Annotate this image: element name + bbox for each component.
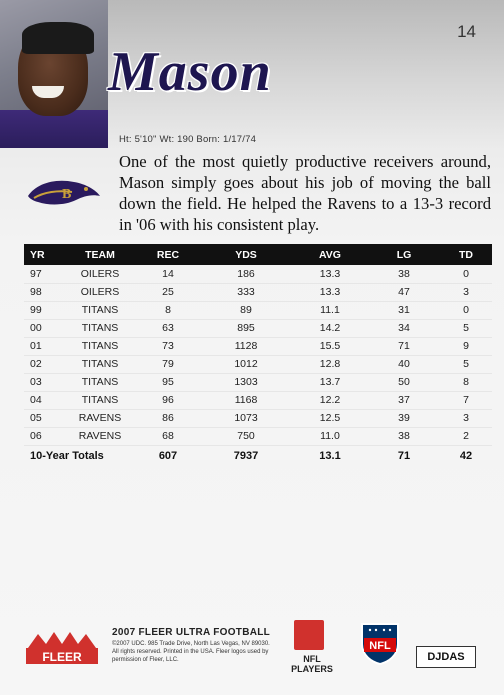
- cell-lg: 31: [368, 301, 440, 319]
- table-row: [24, 427, 492, 445]
- cell-avg: 11.0: [292, 427, 368, 445]
- table-row: [24, 355, 492, 373]
- cell-yr: 99: [24, 301, 64, 319]
- cell-td: 8: [440, 373, 492, 391]
- fleer-logo-icon: [24, 628, 100, 668]
- cell-team: TITANS: [64, 337, 136, 355]
- cell-team: OILERS: [64, 265, 136, 283]
- svg-text:B: B: [62, 187, 72, 202]
- cell-team: TITANS: [64, 391, 136, 409]
- table-row: [24, 337, 492, 355]
- cell-yds: 895: [200, 319, 292, 337]
- cell-lg: 50: [368, 373, 440, 391]
- table-row: [24, 391, 492, 409]
- header-yds: YDS: [235, 248, 257, 261]
- table-row: [24, 283, 492, 301]
- player-bio: Ht: 5'10" Wt: 190 Born: 1/17/74: [119, 134, 257, 145]
- cell-lg: 47: [368, 283, 440, 301]
- cell-yds: 1012: [200, 355, 292, 373]
- cell-yr: 98: [24, 283, 64, 301]
- table-row: [24, 319, 492, 337]
- cell-lg: 37: [368, 391, 440, 409]
- cell-td: 5: [440, 355, 492, 373]
- totals-td: 42: [440, 445, 492, 467]
- cell-td: 9: [440, 337, 492, 355]
- set-title: 2007 FLEER ULTRA FOOTBALL: [112, 627, 271, 638]
- cell-rec: 63: [136, 319, 200, 337]
- cell-avg: 13.7: [292, 373, 368, 391]
- stats-table: [24, 244, 492, 467]
- card-number: 14: [457, 22, 476, 41]
- cell-rec: 79: [136, 355, 200, 373]
- cell-avg: 15.5: [292, 337, 368, 355]
- cell-lg: 34: [368, 319, 440, 337]
- legal-text: ©2007 UDC. 985 Trade Drive, North Las Vegas, NV 89030. All rights reserved. Printed in the USA. Fleer logos used by permission of Fleer, LLC.: [112, 641, 270, 663]
- header-team: TEAM: [85, 248, 115, 261]
- cell-yr: 01: [24, 337, 64, 355]
- cell-lg: 38: [368, 265, 440, 283]
- cell-td: 3: [440, 283, 492, 301]
- cell-rec: 86: [136, 409, 200, 427]
- cell-lg: 71: [368, 337, 440, 355]
- cell-avg: 13.3: [292, 283, 368, 301]
- cell-lg: 38: [368, 427, 440, 445]
- cell-lg: 40: [368, 355, 440, 373]
- card-code: DJDAS: [416, 646, 476, 668]
- totals-lg: 71: [368, 445, 440, 467]
- cell-rec: 25: [136, 283, 200, 301]
- cell-lg: 39: [368, 409, 440, 427]
- cell-yr: 06: [24, 427, 64, 445]
- totals-yds: 7937: [200, 445, 292, 467]
- cell-avg: 11.1: [292, 301, 368, 319]
- nfl-players-label: NFL PLAYERS: [291, 654, 333, 674]
- cell-yds: 186: [200, 265, 292, 283]
- cell-yr: 02: [24, 355, 64, 373]
- cell-yds: 1128: [200, 337, 292, 355]
- cell-yr: 05: [24, 409, 64, 427]
- totals-label: 10-Year Totals: [24, 445, 136, 467]
- cell-yr: 03: [24, 373, 64, 391]
- player-photo: [0, 0, 108, 148]
- table-row: [24, 301, 492, 319]
- cell-team: TITANS: [64, 319, 136, 337]
- fleer-wordmark: FLEER: [42, 650, 82, 664]
- header-avg: AVG: [319, 248, 341, 261]
- cell-yds: 750: [200, 427, 292, 445]
- header-yr: YR: [30, 248, 45, 261]
- cell-team: RAVENS: [64, 427, 136, 445]
- cell-rec: 96: [136, 391, 200, 409]
- cell-yr: 97: [24, 265, 64, 283]
- nfl-shield-icon: [360, 620, 400, 666]
- cell-yds: 1303: [200, 373, 292, 391]
- nfl-shield-label: NFL: [369, 640, 391, 652]
- totals-rec: 607: [136, 445, 200, 467]
- cell-td: 3: [440, 409, 492, 427]
- cell-rec: 14: [136, 265, 200, 283]
- header-td: TD: [459, 248, 473, 261]
- cell-yr: 00: [24, 319, 64, 337]
- header-rec: REC: [156, 248, 180, 261]
- cell-avg: 12.8: [292, 355, 368, 373]
- player-name: Mason: [108, 41, 272, 103]
- nfl-players-logo-icon: [294, 620, 324, 650]
- cell-yds: 89: [200, 301, 292, 319]
- cell-td: 0: [440, 265, 492, 283]
- cell-rec: 95: [136, 373, 200, 391]
- table-row: [24, 409, 492, 427]
- cell-team: TITANS: [64, 355, 136, 373]
- cell-rec: 68: [136, 427, 200, 445]
- cell-yr: 04: [24, 391, 64, 409]
- cell-yds: 1073: [200, 409, 292, 427]
- totals-avg: 13.1: [292, 445, 368, 467]
- cell-rec: 8: [136, 301, 200, 319]
- cell-rec: 73: [136, 337, 200, 355]
- cell-avg: 13.3: [292, 265, 368, 283]
- cell-team: OILERS: [64, 283, 136, 301]
- cell-team: TITANS: [64, 301, 136, 319]
- cell-td: 5: [440, 319, 492, 337]
- cell-team: RAVENS: [64, 409, 136, 427]
- player-blurb: One of the most quietly productive receivers around, Mason simply goes about his job of moving the ball down the field. He helped the Ravens to a 13-3 record in '06 with his consistent play.: [119, 152, 491, 234]
- cell-team: TITANS: [64, 373, 136, 391]
- cell-yds: 333: [200, 283, 292, 301]
- totals-row: [24, 445, 492, 467]
- ravens-logo-icon: [24, 174, 102, 214]
- cell-avg: 12.5: [292, 409, 368, 427]
- header-lg: LG: [396, 248, 412, 261]
- stats-header-row: [24, 244, 492, 265]
- table-row: [24, 373, 492, 391]
- cell-td: 2: [440, 427, 492, 445]
- table-row: [24, 265, 492, 283]
- cell-td: 7: [440, 391, 492, 409]
- cell-avg: 14.2: [292, 319, 368, 337]
- cell-avg: 12.2: [292, 391, 368, 409]
- cell-td: 0: [440, 301, 492, 319]
- cell-yds: 1168: [200, 391, 292, 409]
